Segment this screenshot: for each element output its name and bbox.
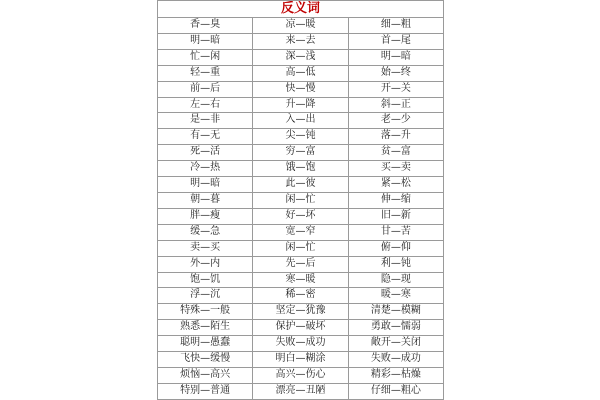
antonym-cell: 细—粗	[348, 18, 443, 34]
antonym-cell: 漂亮—丑陋	[253, 383, 348, 399]
antonym-cell: 有—无	[158, 129, 253, 145]
antonym-cell: 烦恼—高兴	[158, 367, 253, 383]
antonym-cell: 坚定—犹豫	[253, 304, 348, 320]
antonym-cell: 好—坏	[253, 208, 348, 224]
antonym-cell: 聪明—愚蠢	[158, 336, 253, 352]
table-row	[158, 367, 444, 383]
antonym-cell: 保护—破坏	[253, 320, 348, 336]
antonym-table-container	[157, 0, 444, 400]
antonym-cell: 闲—忙	[253, 192, 348, 208]
antonym-cell: 始—终	[348, 65, 443, 81]
table-row	[158, 383, 444, 399]
antonym-cell: 贫—富	[348, 145, 443, 161]
antonym-cell: 失败—成功	[348, 352, 443, 368]
antonym-cell: 胖—瘦	[158, 208, 253, 224]
antonym-cell: 飞快—缓慢	[158, 352, 253, 368]
antonym-cell: 来—去	[253, 33, 348, 49]
table-row	[158, 145, 444, 161]
antonym-cell: 高—低	[253, 65, 348, 81]
antonym-cell: 暖—寒	[348, 288, 443, 304]
antonym-cell: 寒—暖	[253, 272, 348, 288]
antonym-cell: 老—少	[348, 113, 443, 129]
antonym-cell: 宽—窄	[253, 224, 348, 240]
antonym-cell: 清楚—模糊	[348, 304, 443, 320]
table-row	[158, 256, 444, 272]
table-row	[158, 240, 444, 256]
antonym-cell: 明—暗	[348, 49, 443, 65]
antonym-cell: 入—出	[253, 113, 348, 129]
antonym-cell: 勇敢—懦弱	[348, 320, 443, 336]
antonym-cell: 闲—忙	[253, 240, 348, 256]
antonym-cell: 甘—苦	[348, 224, 443, 240]
antonym-cell: 此—彼	[253, 177, 348, 193]
antonym-cell: 左—右	[158, 97, 253, 113]
antonym-cell: 失败—成功	[253, 336, 348, 352]
antonym-cell: 缓—急	[158, 224, 253, 240]
antonym-cell: 冷—热	[158, 161, 253, 177]
antonym-cell: 升—降	[253, 97, 348, 113]
antonym-cell: 旧—新	[348, 208, 443, 224]
table-row	[158, 65, 444, 81]
antonym-cell: 饱—饥	[158, 272, 253, 288]
title-row	[158, 1, 444, 18]
antonym-cell: 卖—买	[158, 240, 253, 256]
antonym-cell: 尖—钝	[253, 129, 348, 145]
antonym-cell: 隐—现	[348, 272, 443, 288]
antonym-cell: 敞开—关闭	[348, 336, 443, 352]
table-row	[158, 224, 444, 240]
table-row	[158, 33, 444, 49]
antonym-cell: 开—关	[348, 81, 443, 97]
table-row	[158, 81, 444, 97]
table-row	[158, 49, 444, 65]
table-row	[158, 177, 444, 193]
antonym-cell: 首—尾	[348, 33, 443, 49]
antonym-cell: 特别—普通	[158, 383, 253, 399]
antonym-cell: 紧—松	[348, 177, 443, 193]
antonym-table	[157, 0, 444, 400]
antonym-cell: 凉—暖	[253, 18, 348, 34]
antonym-cell: 快—慢	[253, 81, 348, 97]
antonym-cell: 特殊—一般	[158, 304, 253, 320]
table-row	[158, 288, 444, 304]
antonym-cell: 浮—沉	[158, 288, 253, 304]
antonym-cell: 明—暗	[158, 33, 253, 49]
antonym-cell: 深—浅	[253, 49, 348, 65]
antonym-cell: 先—后	[253, 256, 348, 272]
table-row	[158, 161, 444, 177]
antonym-cell: 朝—暮	[158, 192, 253, 208]
table-row	[158, 336, 444, 352]
antonym-cell: 精彩—枯燥	[348, 367, 443, 383]
table-body	[158, 18, 444, 400]
antonym-cell: 穷—富	[253, 145, 348, 161]
antonym-cell: 明白—糊涂	[253, 352, 348, 368]
antonym-cell: 忙—闲	[158, 49, 253, 65]
table-row	[158, 272, 444, 288]
table-row	[158, 113, 444, 129]
antonym-cell: 熟悉—陌生	[158, 320, 253, 336]
antonym-cell: 饿—饱	[253, 161, 348, 177]
antonym-cell: 利—钝	[348, 256, 443, 272]
antonym-cell: 前—后	[158, 81, 253, 97]
antonym-cell: 死—活	[158, 145, 253, 161]
antonym-cell: 仔细—粗心	[348, 383, 443, 399]
antonym-cell: 外—内	[158, 256, 253, 272]
antonym-cell: 落—升	[348, 129, 443, 145]
antonym-cell: 稀—密	[253, 288, 348, 304]
table-row	[158, 352, 444, 368]
table-row	[158, 97, 444, 113]
antonym-cell: 俯—仰	[348, 240, 443, 256]
table-row	[158, 304, 444, 320]
antonym-cell: 高兴—伤心	[253, 367, 348, 383]
table-title: 反义词	[158, 1, 444, 18]
antonym-cell: 明—暗	[158, 177, 253, 193]
antonym-cell: 伸—缩	[348, 192, 443, 208]
antonym-cell: 轻—重	[158, 65, 253, 81]
antonym-cell: 买—卖	[348, 161, 443, 177]
table-row	[158, 129, 444, 145]
table-row	[158, 18, 444, 34]
table-row	[158, 320, 444, 336]
antonym-cell: 香—臭	[158, 18, 253, 34]
antonym-cell: 斜—正	[348, 97, 443, 113]
antonym-cell: 是—非	[158, 113, 253, 129]
table-row	[158, 208, 444, 224]
table-row	[158, 192, 444, 208]
